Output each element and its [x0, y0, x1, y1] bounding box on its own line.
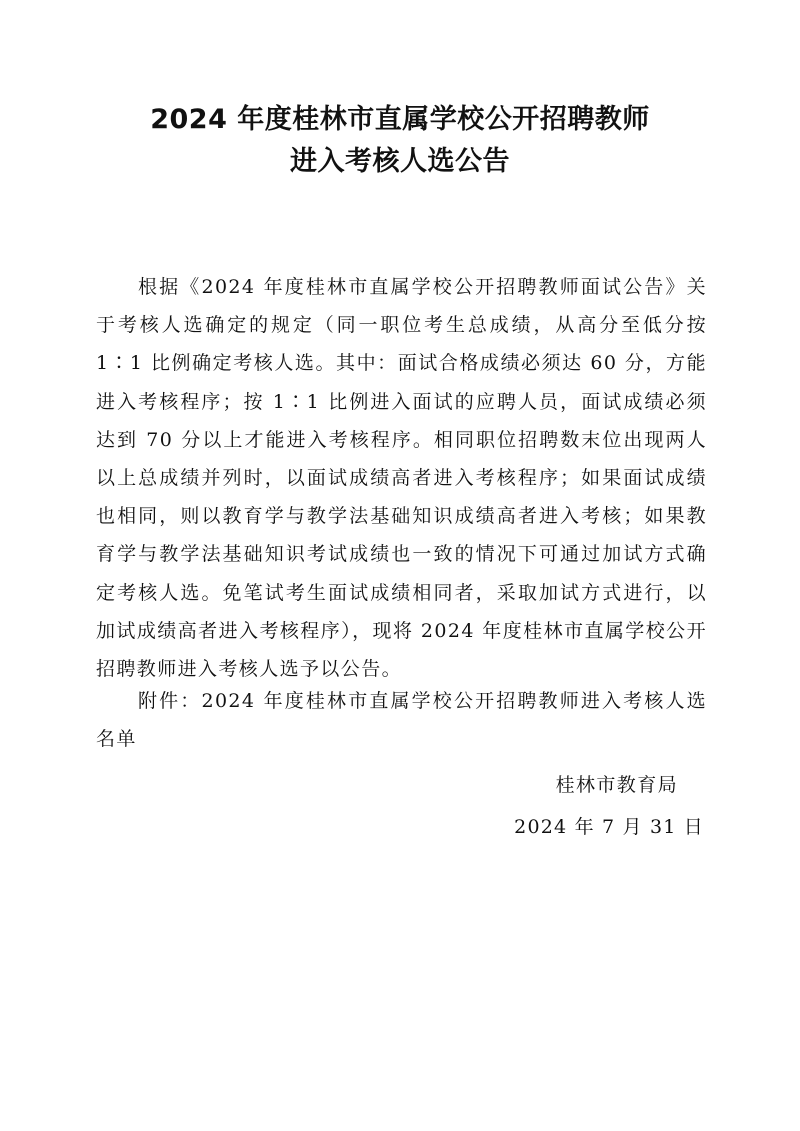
document-title-line-2: 进入考核人选公告: [290, 146, 510, 177]
body-paragraph: 根据《2024 年度桂林市直属学校公开招聘教师面试公告》关于考核人选确定的规定（同一职位考生总成绩，从高分至低分按 1∶1 比例确定考核人选。其中：面试合格成绩必须达 60 分，方能进入考核程序；按 1∶1 比例进入面试的应聘人员，面试成绩必须达到 70 分以上才能进入考核程序。相同职位招聘数末位出现两人以上总成绩并列时，以面试成绩高者进入考核程序；如果面试成绩也相同，则以教育学与教学法基础知识成绩高者进入考核；如果教育学与教学法基础知识考试成绩也一致的情况下可通过加试方式确定考核人选。免笔试考生面试成绩相同者，采取加试方式进行，以加试成绩高者进入考核程序），现将 2024 年度桂林市直属学校公开招聘教师进入考核人选予以公告。: [96, 276, 707, 681]
attachment-line: 附件：2024 年度桂林市直属学校公开招聘教师进入考核人选名单: [96, 690, 707, 751]
issue-date: 2024 年 7 月 31 日: [514, 816, 704, 838]
document-title-line-1: 2024 年度桂林市直属学校公开招聘教师: [150, 104, 650, 135]
issuer-name: 桂林市教育局: [555, 774, 678, 796]
